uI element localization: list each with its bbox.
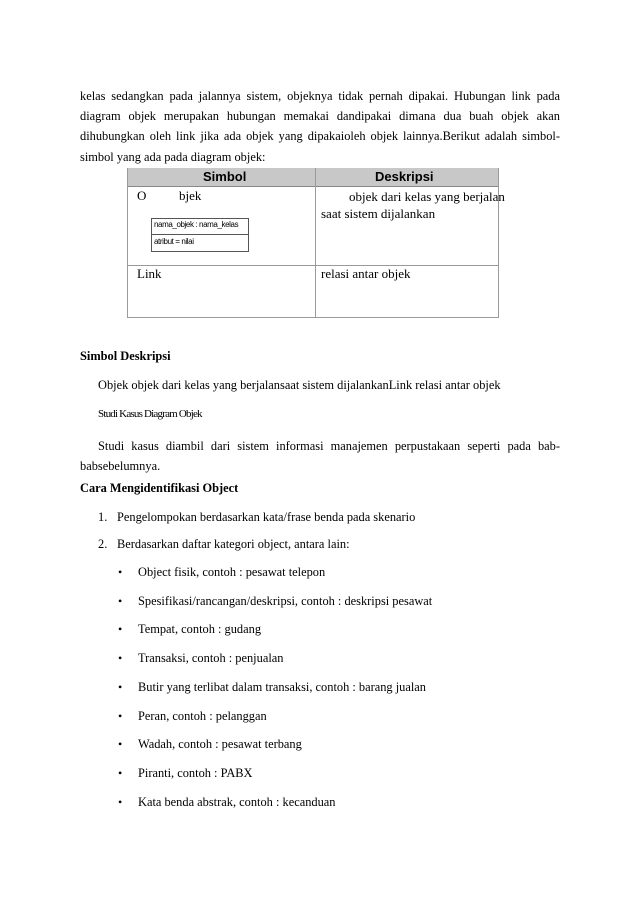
bullet-item: Object fisik, contoh : pesawat telepon bbox=[138, 565, 326, 579]
row2-desc: relasi antar objek bbox=[321, 266, 411, 281]
object-box-separator bbox=[152, 234, 248, 235]
object-symbol-box bbox=[151, 218, 249, 252]
header-symbol: Simbol bbox=[203, 169, 247, 184]
row1-symbol-prefix: O bbox=[137, 188, 147, 203]
bullet-icon: • bbox=[118, 622, 123, 636]
bullet-item: Butir yang terlibat dalam transaksi, contoh : barang jualan bbox=[138, 680, 426, 694]
table-header bbox=[127, 168, 499, 187]
bullet-icon: • bbox=[118, 594, 123, 608]
numbered-item-1: Pengelompokan berdasarkan kata/frase benda pada skenario bbox=[117, 510, 416, 524]
bullet-item: Peran, contoh : pelanggan bbox=[138, 709, 267, 723]
studi-kasus-heading: Studi Kasus Diagram Objek bbox=[98, 408, 202, 420]
bullet-icon: • bbox=[118, 565, 123, 579]
bullet-item: Piranti, contoh : PABX bbox=[138, 766, 253, 780]
bullet-icon: • bbox=[118, 709, 123, 723]
numbered-item-2-number: 2. bbox=[98, 537, 108, 551]
table-row-separator bbox=[127, 265, 499, 266]
table-border-bottom bbox=[127, 317, 499, 318]
object-box-name: nama_objek : nama_kelas bbox=[154, 220, 239, 229]
row1-symbol-word: bjek bbox=[179, 188, 202, 203]
heading-simbol-deskripsi: Simbol Deskripsi bbox=[80, 349, 171, 363]
bullet-item: Kata benda abstrak, contoh : kecanduan bbox=[138, 795, 336, 809]
row2-symbol: Link bbox=[137, 266, 162, 281]
bullet-item: Wadah, contoh : pesawat terbang bbox=[138, 737, 302, 751]
studi-paragraph: Studi kasus diambil dari sistem informasi manajemen perpustakaan seperti pada bab-babsebelumnya. bbox=[80, 439, 560, 474]
bullet-item: Transaksi, contoh : penjualan bbox=[138, 651, 284, 665]
description-line: Objek objek dari kelas yang berjalansaat sistem dijalankanLink relasi antar objek bbox=[98, 378, 501, 392]
bullet-icon: • bbox=[118, 680, 123, 694]
bullet-icon: • bbox=[118, 737, 123, 751]
heading-cara: Cara Mengidentifikasi Object bbox=[80, 481, 239, 495]
row1-desc-line1: objek dari kelas yang berjalan bbox=[349, 189, 505, 204]
table-divider bbox=[315, 168, 316, 318]
bullet-icon: • bbox=[118, 795, 123, 809]
numbered-item-2: Berdasarkan daftar kategori object, antara lain: bbox=[117, 537, 350, 551]
header-description: Deskripsi bbox=[375, 169, 434, 184]
bullet-icon: • bbox=[118, 651, 123, 665]
bullet-item: Tempat, contoh : gudang bbox=[138, 622, 262, 636]
table-border-left bbox=[127, 168, 128, 318]
object-box-attribute: atribut = nilai bbox=[154, 237, 194, 246]
row1-desc-line2: saat sistem dijalankan bbox=[321, 206, 436, 221]
numbered-item-1-number: 1. bbox=[98, 510, 108, 524]
bullet-icon: • bbox=[118, 766, 123, 780]
bullet-item: Spesifikasi/rancangan/deskripsi, contoh : deskripsi pesawat bbox=[138, 594, 433, 608]
intro-paragraph: kelas sedangkan pada jalannya sistem, objeknya tidak pernah dipakai. Hubungan link pada diagram objek merupakan hubungan memakai dandipakai dimana dua buah objek akan dihubungkan oleh link jika ada objek yang dipakaioleh objek lainnya.Berikut adalah simbol-simbol yang ada pada diagram objek: bbox=[80, 89, 560, 164]
symbol-table bbox=[127, 168, 505, 318]
